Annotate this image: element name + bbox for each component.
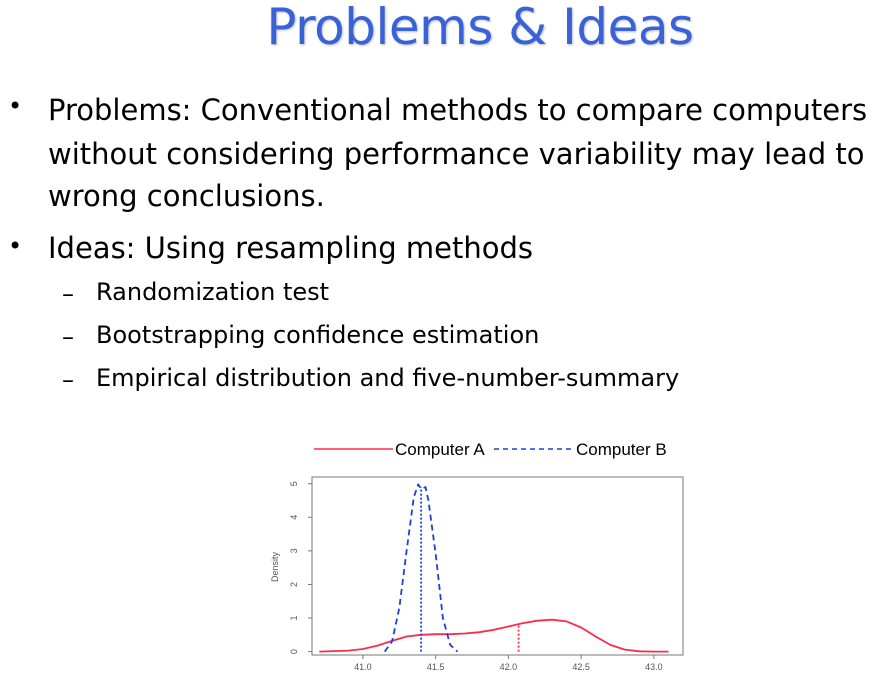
bullet-icon: • <box>8 92 23 120</box>
bullet-problems-line-1: Problems: Conventional methods to compare computers <box>48 93 868 127</box>
y-tick-label: 1 <box>289 615 299 621</box>
dash-icon: – <box>62 323 74 351</box>
x-tick-label: 43.0 <box>645 662 663 672</box>
subitem-randomization: Randomization test <box>96 278 330 306</box>
y-tick-label: 3 <box>289 548 299 554</box>
subitem-bootstrapping: Bootstrapping confidence estimation <box>96 321 540 349</box>
slide-title: Problems & Ideas <box>266 0 694 56</box>
legend-label-computer-a: Computer A <box>395 440 485 459</box>
x-tick-label: 41.0 <box>354 662 372 672</box>
bullet-ideas-line-1: Ideas: Using resampling methods <box>48 231 533 265</box>
series-line-computer-a <box>319 620 668 652</box>
bullet-icon: • <box>8 232 23 260</box>
y-tick-label: 0 <box>289 649 299 655</box>
y-tick-label: 5 <box>289 481 299 487</box>
dash-icon: – <box>62 280 74 308</box>
dash-icon: – <box>62 366 74 394</box>
bullet-problems-line-2: without considering performance variability may lead to <box>48 137 865 171</box>
y-axis-label: Density <box>270 551 280 583</box>
x-tick-label: 42.5 <box>572 662 590 672</box>
x-tick-label: 42.0 <box>499 662 518 672</box>
subitem-empirical: Empirical distribution and five-number-summary <box>96 364 680 392</box>
x-axis <box>354 655 663 672</box>
x-tick-label: 41.5 <box>426 662 445 672</box>
chart-legend <box>314 440 667 459</box>
legend-label-computer-b: Computer B <box>576 440 667 459</box>
y-tick-label: 2 <box>289 581 299 587</box>
bullet-problems-line-3: wrong conclusions. <box>48 179 325 213</box>
plot-area <box>319 484 668 651</box>
y-axis <box>289 481 312 654</box>
y-tick-label: 4 <box>289 514 299 520</box>
